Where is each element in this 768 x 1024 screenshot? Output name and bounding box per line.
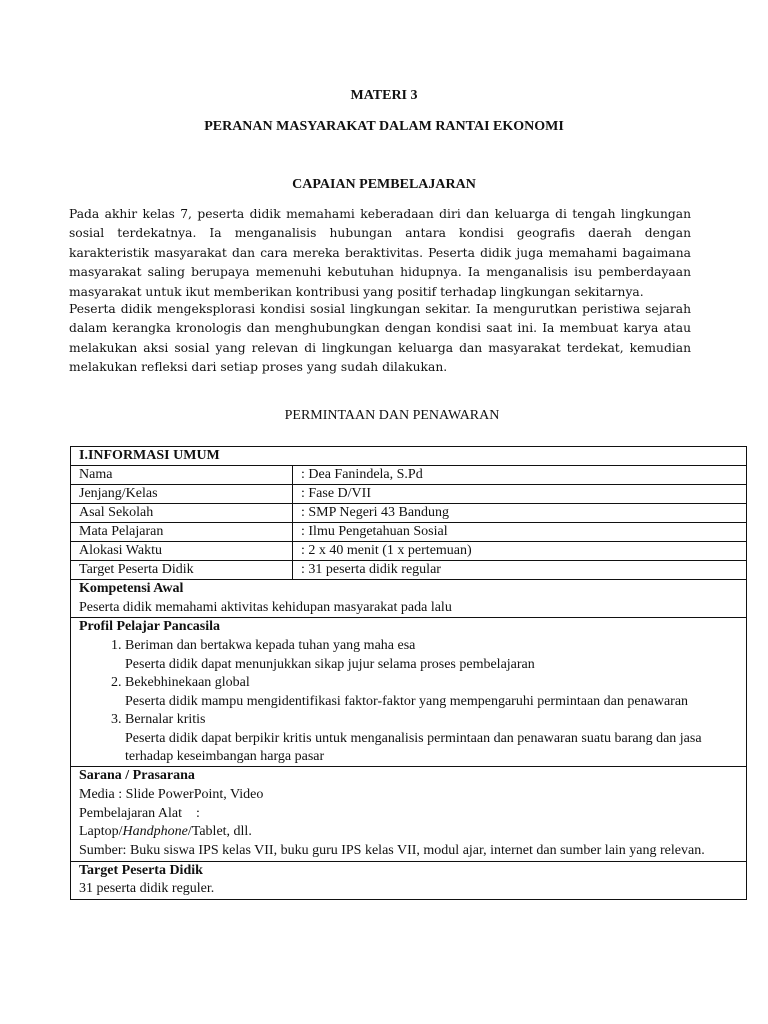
informasi-umum-title: I.INFORMASI UMUM (71, 447, 747, 466)
target-title: Target Peserta Didik (79, 862, 203, 878)
row-value: : Ilmu Pengetahuan Sosial (293, 523, 747, 542)
row-label: Alokasi Waktu (71, 542, 293, 561)
topic-heading: PERMINTAAN DAN PENAWARAN (284, 408, 500, 423)
capaian-paragraph-1: Pada akhir kelas 7, peserta didik memahami keberadaan diri dan keluarga di tengah lingkungan sosial terdekatnya. Ia menganalisis hubungan antara kondisi geografis daerah dengan karakteristik masyarakat dan cara mereka beraktivitas. Peserta didik juga memahami bagaimana masyarakat saling berupaya memenuhi kebutuhan hidupnya. Ia menganalisis isu pemberdayaan masyarakat untuk ikut memberikan kontribusi yang positif terhadap lingkungan sekitarnya. (69, 207, 691, 299)
capaian-heading: CAPAIAN PEMBELAJARAN (292, 177, 476, 192)
informasi-umum-table (70, 446, 747, 900)
profil-item-desc: Peserta didik mampu mengidentifikasi faktor-faktor yang mempengaruhi permintaan dan penawaran (125, 694, 689, 710)
table-row (71, 523, 747, 542)
list-item (125, 637, 738, 674)
row-value: : Dea Fanindela, S.Pd (293, 466, 747, 485)
sarana-media: Media : Slide PowerPoint, Video (79, 786, 264, 802)
row-label: Jenjang/Kelas (71, 485, 293, 504)
profil-list (79, 637, 738, 766)
capaian-paragraph-2: Peserta didik mengeksplorasi kondisi sosial lingkungan sekitar. Ia mengurutkan peristiwa sejarah dalam kerangka kronologis dan menghubungkan dengan kondisi saat ini. Ia membuat karya atau melakukan aksi sosial yang relevan di lingkungan keluarga dan masyarakat terdekat, kemudian melakukan refleksi dari setiap proses yang sudah dilakukan. (69, 302, 691, 375)
materi-heading: MATERI 3 (350, 88, 418, 103)
target-text: 31 peserta didik reguler. (79, 881, 215, 897)
row-value: : SMP Negeri 43 Bandung (293, 504, 747, 523)
document-title: PERANAN MASYARAKAT DALAM RANTAI EKONOMI (204, 119, 564, 134)
table-row (71, 504, 747, 523)
row-value: : 2 x 40 menit (1 x pertemuan) (293, 542, 747, 561)
row-value: : 31 peserta didik regular (293, 561, 747, 580)
sarana-sumber: Sumber: Buku siswa IPS kelas VII, buku guru IPS kelas VII, modul ajar, internet dan sumber lain yang relevan. (79, 842, 705, 858)
profil-item-name: Bernalar kritis (125, 712, 206, 728)
profil-pancasila-title: Profil Pelajar Pancasila (79, 619, 221, 635)
alat-suffix: /Tablet, dll. (187, 824, 252, 840)
table-row (71, 485, 747, 504)
kompetensi-awal-cell (71, 580, 747, 618)
row-value: : Fase D/VII (293, 485, 747, 504)
list-item (125, 674, 738, 711)
row-label: Mata Pelajaran (71, 523, 293, 542)
sarana-alat (79, 823, 738, 842)
kompetensi-awal-title: Kompetensi Awal (79, 581, 184, 596)
table-row (71, 561, 747, 580)
sarana-cell (71, 767, 747, 862)
profil-pancasila-cell (71, 618, 747, 767)
row-label: Nama (71, 466, 293, 485)
alat-italic: Handphone (122, 824, 188, 840)
kompetensi-awal-text: Peserta didik memahami aktivitas kehidupan masyarakat pada lalu (79, 599, 452, 615)
sarana-title: Sarana / Prasarana (79, 768, 195, 784)
row-label: Asal Sekolah (71, 504, 293, 523)
profil-item-name: Beriman dan bertakwa kepada tuhan yang maha esa (125, 638, 416, 654)
profil-item-desc: Peserta didik dapat berpikir kritis untuk menganalisis permintaan dan penawaran suatu barang dan jasa terhadap keseimbangan harga pasar (125, 731, 702, 765)
list-item (125, 711, 738, 766)
profil-item-desc: Peserta didik dapat menunjukkan sikap jujur selama proses pembelajaran (125, 657, 535, 673)
table-row (71, 466, 747, 485)
sarana-alat-label: Pembelajaran Alat : (79, 805, 200, 821)
target-cell (71, 861, 747, 899)
row-label: Target Peserta Didik (71, 561, 293, 580)
profil-item-name: Bekebhinekaan global (125, 675, 250, 691)
alat-prefix: Laptop/ (79, 824, 123, 840)
table-row (71, 542, 747, 561)
